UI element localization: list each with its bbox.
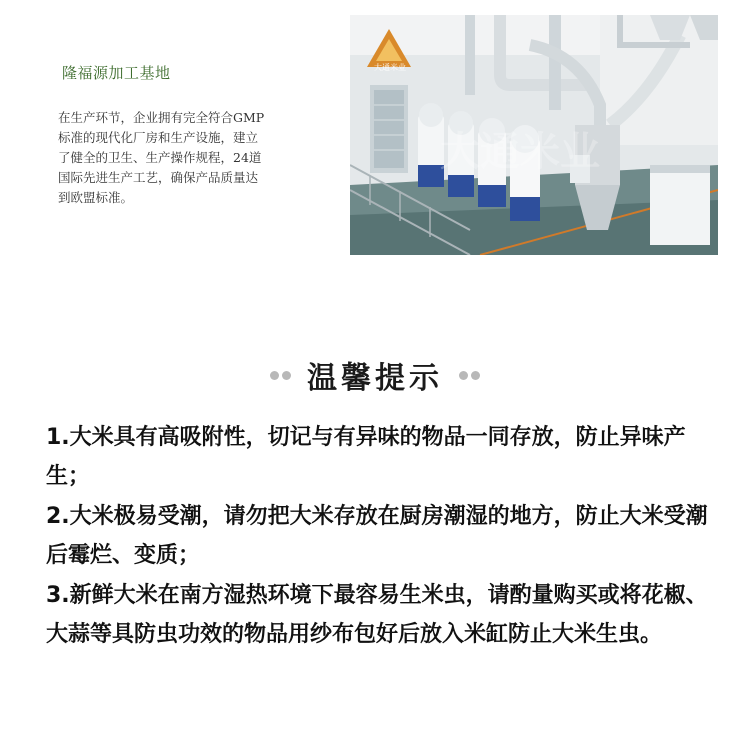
tip-item: 3.新鲜大米在南方湿热环境下最容易生米虫，请酌量购买或将花椒、大蒜等具防虫功效的物品用纱布包好后放入米缸防止大米生虫。 — [46, 582, 708, 648]
right-dots-decoration — [459, 371, 480, 380]
tips-list — [46, 418, 726, 654]
base-description: 在生产环节，企业拥有完全符合GMP 标准的现代化厂房和生产设施，建立 了健全的卫生、生产操作规程，24道 国际先进生产工艺，确保产品质量达 到欧盟标准。 — [58, 110, 265, 205]
brand-logo-text: 大通米业 — [374, 63, 406, 72]
factory-photo — [350, 15, 718, 255]
tips-title: 温馨提示 — [307, 361, 443, 396]
photo-watermark: 大通米业 — [440, 129, 600, 175]
left-dots-decoration — [270, 371, 291, 380]
base-title: 隆福源加工基地 — [62, 64, 171, 82]
tip-item: 2.大米极易受潮，请勿把大米存放在厨房潮湿的地方，防止大米受潮后霉烂、变质； — [46, 503, 708, 569]
tips-heading — [0, 350, 750, 400]
tip-item: 1.大米具有高吸附性，切记与有异味的物品一同存放，防止异味产生； — [46, 425, 686, 490]
